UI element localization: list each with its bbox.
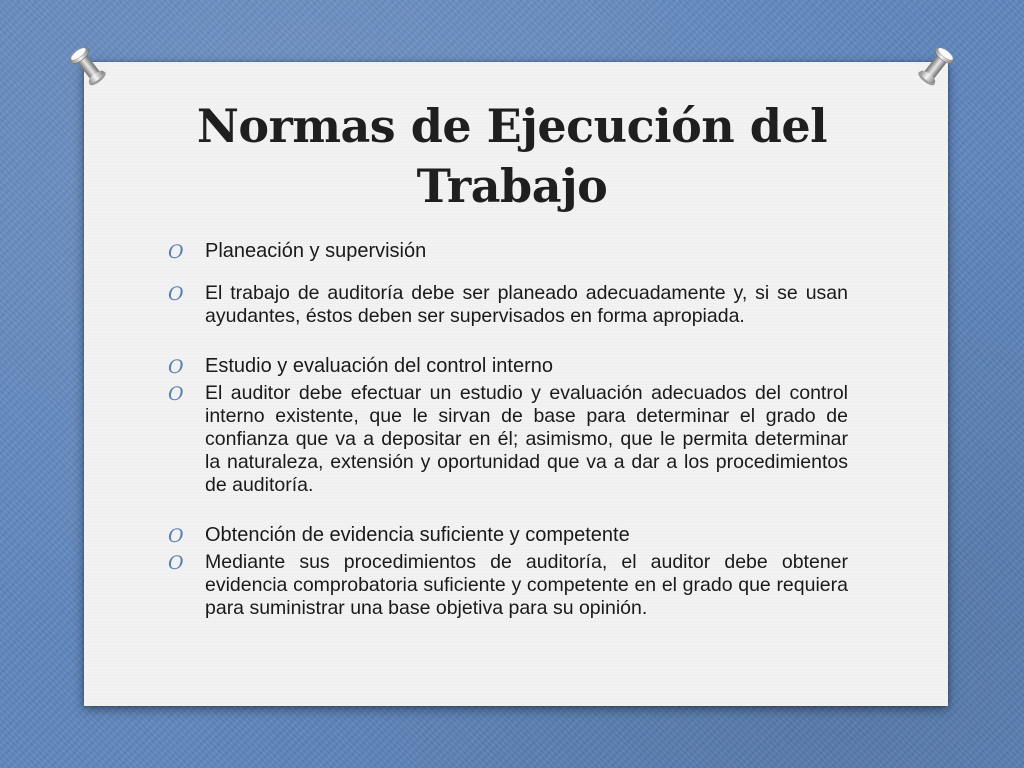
list-item-text: Planeación y supervisión bbox=[205, 240, 427, 262]
bullet-marker: O bbox=[168, 356, 184, 378]
list-item-text: El trabajo de auditoría debe ser planeado adecuadamente y, si se usan ayudantes, éstos deben ser supervisados en forma apropiada. bbox=[205, 282, 848, 327]
bullet-marker: O bbox=[168, 525, 184, 547]
list-item bbox=[168, 240, 848, 263]
list-item-text: Estudio y evaluación del control interno bbox=[205, 355, 553, 377]
bullet-marker: O bbox=[168, 383, 184, 405]
list-item bbox=[168, 282, 848, 328]
list-item bbox=[168, 355, 848, 378]
list-item bbox=[168, 382, 848, 497]
bullet-list bbox=[168, 240, 848, 620]
bullet-marker: O bbox=[168, 283, 184, 305]
slide-title bbox=[0, 96, 1024, 216]
slide-title-line-1: Normas de Ejecución del bbox=[196, 99, 828, 153]
slide-title-line-2: Trabajo bbox=[416, 159, 608, 213]
list-item bbox=[168, 551, 848, 620]
list-item bbox=[168, 524, 848, 547]
list-item-text: El auditor debe efectuar un estudio y evaluación adecuados del control interno existente, que le sirvan de base para determinar el grado de confianza que va a depositar en él; asimismo, que le permita determinar la naturaleza, extensión y oportunidad que va a dar a los procedimientos de auditoría. bbox=[205, 382, 848, 496]
list-item-text: Obtención de evidencia suficiente y competente bbox=[205, 524, 630, 546]
list-item-text: Mediante sus procedimientos de auditoría, el auditor debe obtener evidencia comprobatoria suficiente y competente en el grado que requiera para suministrar una base objetiva para su opinión. bbox=[205, 551, 848, 619]
bullet-marker: O bbox=[168, 552, 184, 574]
bullet-marker: O bbox=[168, 241, 184, 263]
